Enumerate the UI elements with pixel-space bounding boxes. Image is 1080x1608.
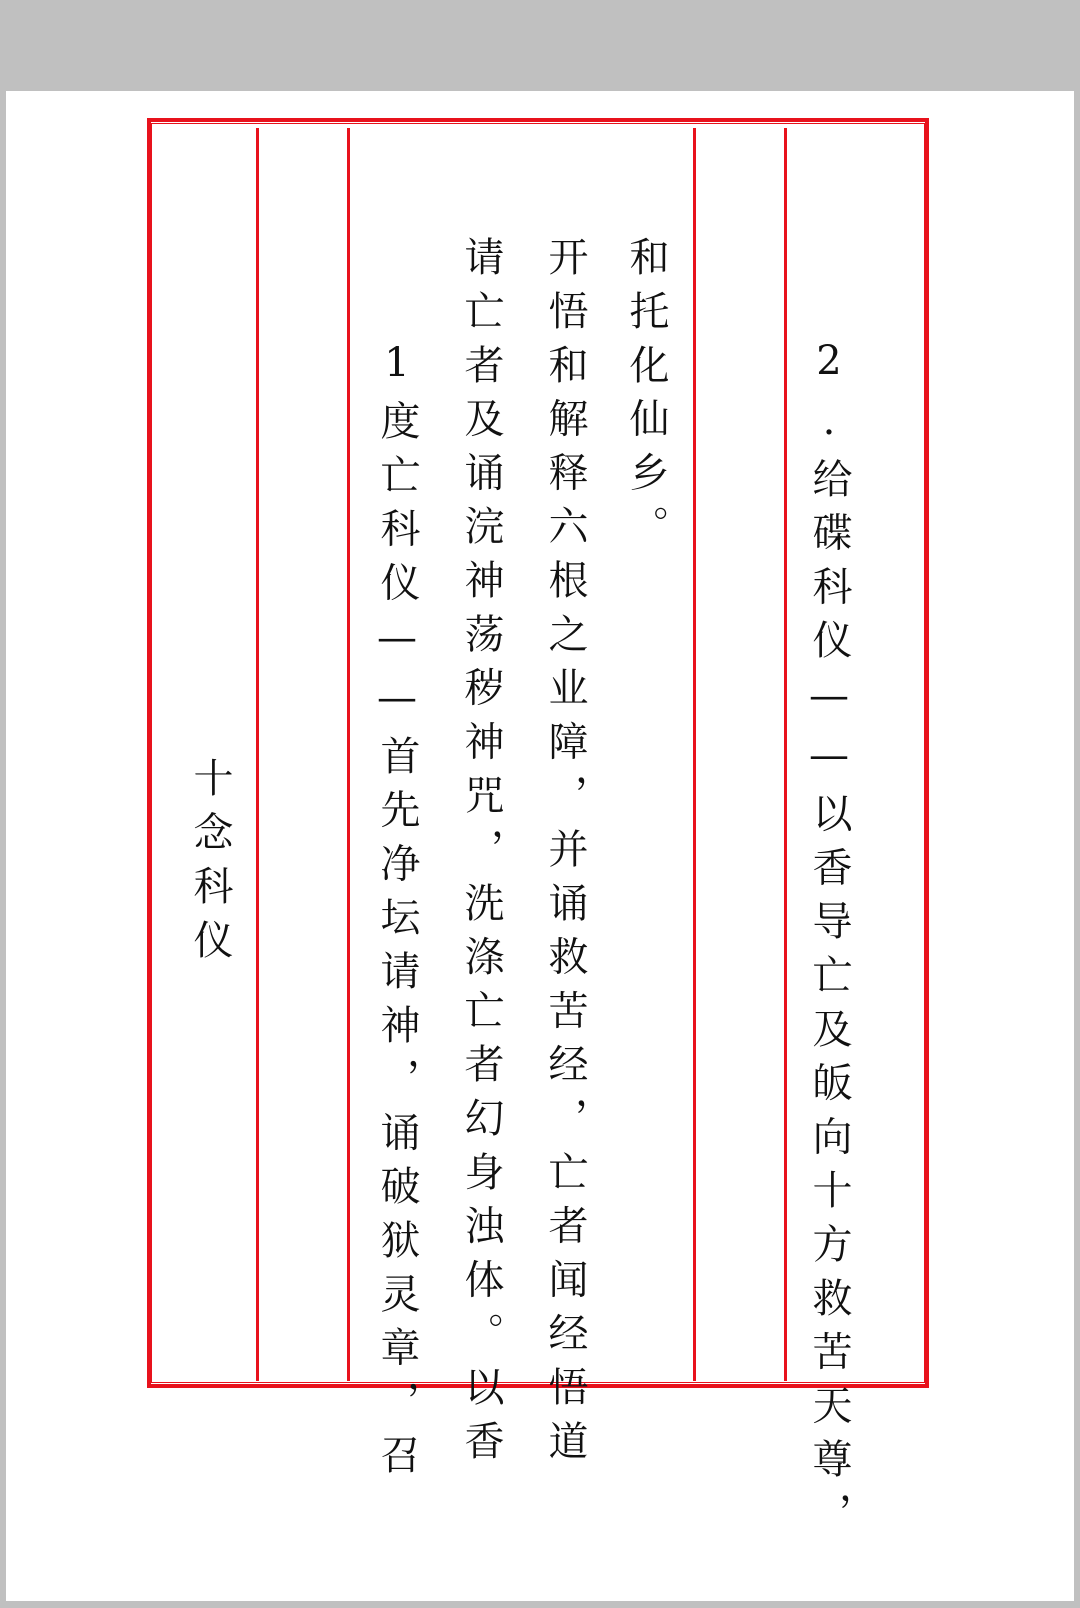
column-rule (784, 128, 787, 1381)
document-title: 十念科仪 (187, 757, 233, 973)
text-column-heading-2: 2.给碟科仪——以香导亡及皈向十方救苦天尊， (806, 338, 852, 1546)
column-rule (693, 128, 696, 1381)
text-column: 开悟和解释六根之业障，并诵救苦经，亡者闻经悟道 (542, 236, 588, 1474)
column-rule (347, 128, 350, 1381)
text-column: 请亡者及诵浣神荡秽神咒，洗涤亡者幻身浊体。以香 (458, 236, 504, 1474)
text-column: 和托化仙乡。 (623, 236, 669, 559)
column-rule (256, 128, 259, 1381)
text-column-heading-1: 1度亡科仪——首先净坛请神，诵破狱灵章，召 (374, 340, 420, 1488)
